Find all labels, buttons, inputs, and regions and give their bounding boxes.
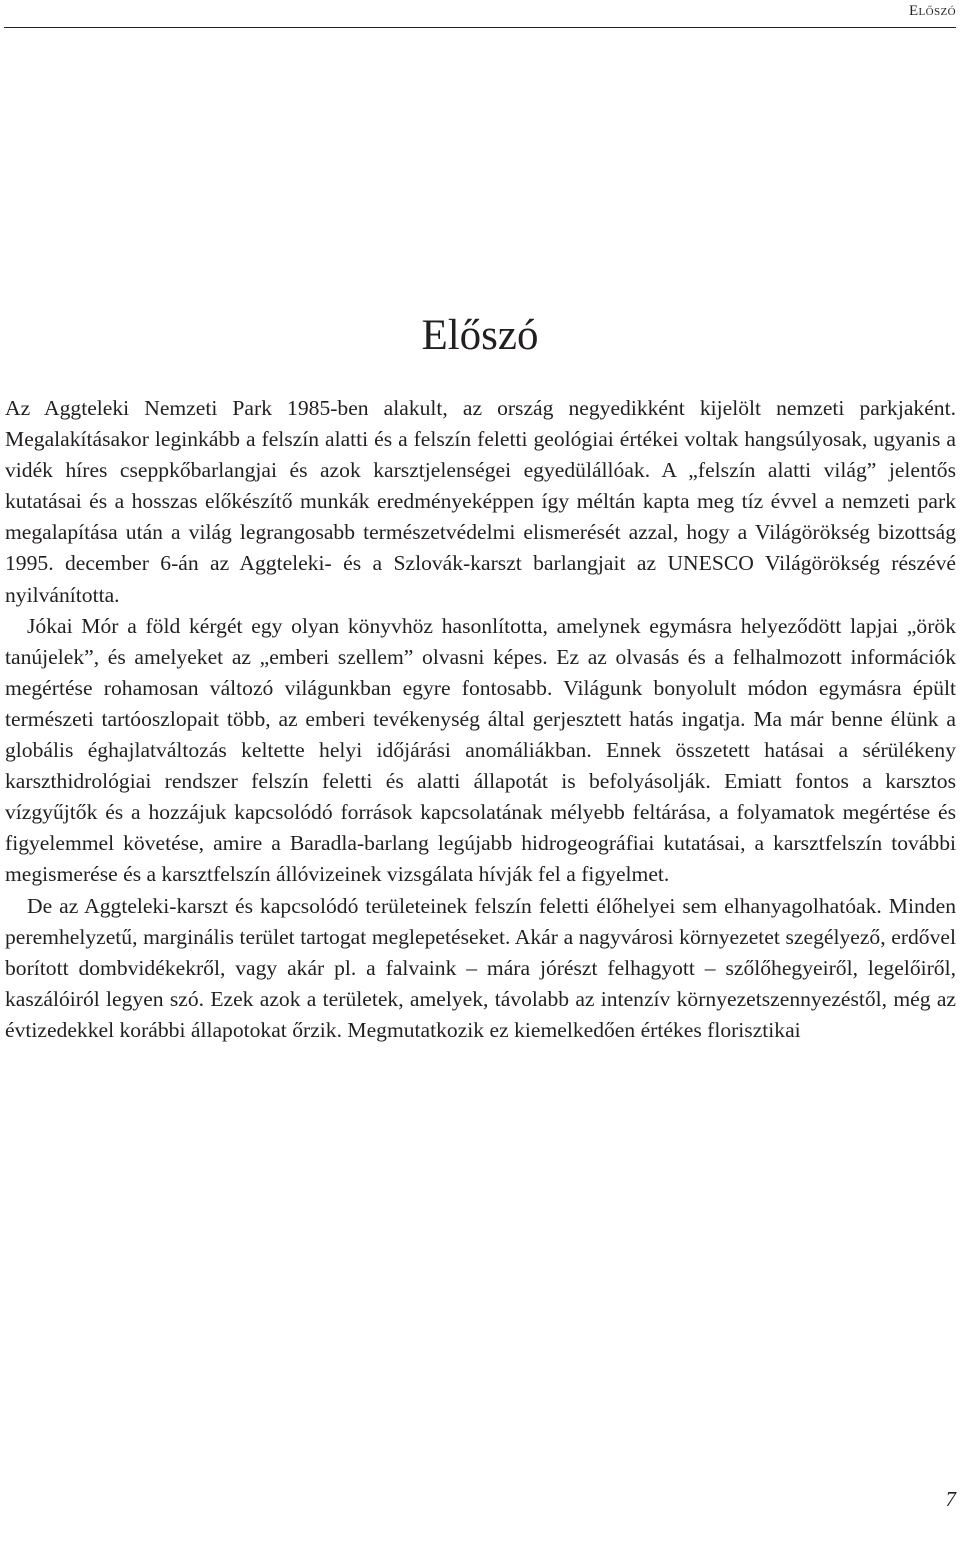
paragraph: Jókai Mór a föld kérgét egy olyan könyvhöz hasonlította, amelynek egymásra helyeződött lapjai „örök tanújelek”, és amelyeket az „emberi szellem” olvasni képes. Ez az olvasás és a felhalmozott információk megértése rohamosan változó világunkban egyre fontosabb. Világunk bonyolult módon egymásra épült természeti tartóoszlopait több, az emberi tevékenység által gerjesztett hatás ingatja. Ma már benne élünk a globális éghajlatváltozás keltette helyi időjárási anomáliákban. Ennek összetett hatásai a sérülékeny karszthidrológiai rendszer felszín feletti és alatti állapotát is befolyásolják. Emiatt fontos a karsztos vízgyűjtők és a hozzájuk kapcsolódó források kapcsolatának mélyebb feltárása, a folyamatok megértése és figyelemmel követése, amire a Baradla-barlang legújabb hidrogeográfiai kutatásai, a karsztfelszín további megismerése és a karsztfelszín állóvizeinek vizsgálata hívják fel a figyelmet. bbox=[5, 613, 956, 887]
page-number: 7 bbox=[945, 1487, 956, 1511]
header-rule bbox=[4, 27, 956, 28]
paragraph: De az Aggteleki-karszt és kapcsolódó területeinek felszín feletti élőhelyei sem elhanyagolhatóak. Minden peremhelyzetű, marginális terület tartogat meglepetéseket. Akár a nagyvárosi környezetet szegélyező, erdővel borított dombvidékekről, vagy akár pl. a falvaink – mára jórészt felhagyott – szőlőhegyeiről, legelőiről, kaszálóiról legyen szó. Ezek azok a területek, amelyek, távolabb az intenzív környezetszennyezéstől, még az évtizedekkel korábbi állapotokat őrzik. Megmutatkozik ez kiemelkedően értékes florisztikai bbox=[5, 893, 956, 1042]
body-text bbox=[5, 393, 956, 1046]
paragraph: Az Aggteleki Nemzeti Park 1985-ben alakult, az ország negyedikként kijelölt nemzeti parkjaként. Megalakításakor leginkább a felszín alatti és a felszín feletti geológiai értékei voltak hangsúlyosak, ugyanis a vidék híres cseppkőbarlangjai és azok karsztjelenségei egyedülállóak. A „felszín alatti világ” jelentős kutatásai és a hosszas előkészítő munkák eredményeképpen így méltán kapta meg tíz évvel a nemzeti park megalapítása után a világ legrangosabb természetvédelmi elismerését azzal, hogy a Világörökség bizottság 1995. december 6-án az Aggteleki- és a Szlovák-karszt barlangjait az UNESCO Világörökség részévé nyilvánította. bbox=[5, 396, 956, 607]
running-head: Előszó bbox=[908, 3, 956, 19]
chapter-title: Előszó bbox=[421, 312, 539, 359]
